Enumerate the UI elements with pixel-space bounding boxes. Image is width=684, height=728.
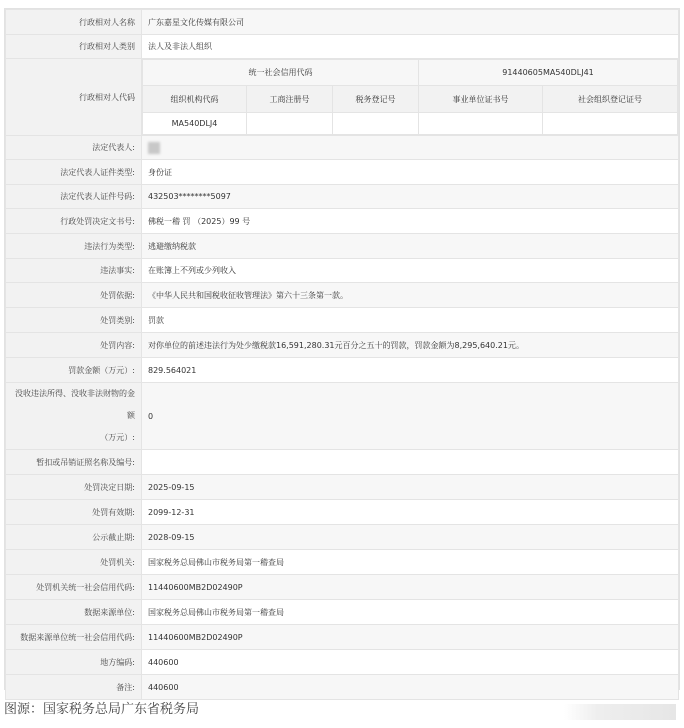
org-code-label: 组织机构代码 — [143, 86, 247, 112]
data-source-credit-code-label: 数据来源单位统一社会信用代码: — [6, 625, 142, 650]
violation-facts-value: 在账簿上不列或少列收入 — [142, 259, 679, 283]
authority-label: 处罚机关: — [6, 550, 142, 575]
suspended-license-value — [142, 450, 679, 475]
legal-rep-label: 法定代表人: — [6, 136, 142, 160]
data-source-credit-code-value: 11440600MB2D02490P — [142, 625, 679, 650]
row-valid-until — [6, 500, 679, 525]
public-unit-value — [419, 112, 543, 134]
row-violation-type — [6, 234, 679, 259]
authority-credit-code-value: 11440600MB2D02490P — [142, 575, 679, 600]
row-legal-rep-id-type — [6, 160, 679, 185]
confiscation-label-line2: （万元）: — [100, 433, 135, 442]
social-org-label: 社会组织登记证号 — [543, 86, 678, 112]
party-codes-label: 行政相对人代码 — [6, 59, 142, 136]
data-source-unit-label: 数据来源单位: — [6, 600, 142, 625]
row-publicity-deadline — [6, 525, 679, 550]
row-penalty-category — [6, 308, 679, 333]
row-authority-credit-code — [6, 575, 679, 600]
violation-facts-label: 违法事实: — [6, 259, 142, 283]
party-category-value: 法人及非法人组织 — [142, 35, 679, 59]
legal-rep-id-no-label: 法定代表人证件号码: — [6, 185, 142, 209]
business-reg-label: 工商注册号 — [247, 86, 333, 112]
row-decision-doc-no — [6, 209, 679, 234]
penalty-record-sheet — [4, 8, 680, 690]
row-suspended-license — [6, 450, 679, 475]
penalty-basis-label: 处罚依据: — [6, 283, 142, 308]
fine-amount-value: 829.564021 — [142, 358, 679, 383]
data-source-unit-value: 国家税务总局佛山市税务局第一稽查局 — [142, 600, 679, 625]
row-data-source-unit — [6, 600, 679, 625]
legal-rep-id-type-value: 身份证 — [142, 160, 679, 185]
decision-doc-no-label: 行政处罚决定文书号: — [6, 209, 142, 234]
code-headers-row — [143, 86, 678, 112]
org-code-value: MA540DLJ4 — [143, 112, 247, 134]
penalty-category-value: 罚款 — [142, 308, 679, 333]
redacted-name — [148, 142, 160, 154]
tax-reg-label: 税务登记号 — [333, 86, 419, 112]
penalty-basis-value: 《中华人民共和国税收征收管理法》第六十三条第一款。 — [142, 283, 679, 308]
tax-reg-value — [333, 112, 419, 134]
row-data-source-credit-code — [6, 625, 679, 650]
suspended-license-label: 暂扣或吊销证照名称及编号: — [6, 450, 142, 475]
confiscation-value: 0 — [142, 383, 679, 450]
image-source-caption: 图源：国家税务总局广东省税务局 — [4, 702, 200, 717]
penalty-content-value: 对你单位的前述违法行为处少缴税款16,591,280.31元百分之五十的罚款，罚款金额为8,295,640.21元。 — [142, 333, 679, 358]
code-values-row — [143, 112, 678, 134]
valid-until-value: 2099-12-31 — [142, 500, 679, 525]
decision-date-label: 处罚决定日期: — [6, 475, 142, 500]
violation-type-label: 违法行为类型: — [6, 234, 142, 259]
row-decision-date — [6, 475, 679, 500]
party-codes-subtable — [142, 59, 678, 135]
decision-date-value: 2025-09-15 — [142, 475, 679, 500]
business-reg-value — [247, 112, 333, 134]
region-code-value: 440600 — [142, 650, 679, 675]
confiscation-label-line1: 没收违法所得、没收非法财物的金额 — [15, 389, 135, 420]
public-unit-label: 事业单位证书号 — [419, 86, 543, 112]
violation-type-value: 逃避缴纳税款 — [142, 234, 679, 259]
authority-credit-code-label: 处罚机关统一社会信用代码: — [6, 575, 142, 600]
party-name-label: 行政相对人名称 — [6, 10, 142, 35]
credit-code-value: 91440605MA540DLJ41 — [419, 60, 678, 86]
penalty-record-table — [5, 9, 679, 700]
publicity-deadline-label: 公示截止期: — [6, 525, 142, 550]
social-org-value — [543, 112, 678, 134]
row-fine-amount — [6, 358, 679, 383]
row-region-code — [6, 650, 679, 675]
row-party-category — [6, 35, 679, 59]
row-party-codes — [6, 59, 679, 136]
penalty-content-label: 处罚内容: — [6, 333, 142, 358]
watermark-fade — [564, 704, 676, 720]
remarks-label: 备注: — [6, 675, 142, 700]
publicity-deadline-value: 2028-09-15 — [142, 525, 679, 550]
credit-code-row — [143, 60, 678, 86]
penalty-category-label: 处罚类别: — [6, 308, 142, 333]
row-violation-facts — [6, 259, 679, 283]
row-party-name — [6, 10, 679, 35]
row-penalty-content — [6, 333, 679, 358]
region-code-label: 地方编码: — [6, 650, 142, 675]
remarks-value: 440600 — [142, 675, 679, 700]
valid-until-label: 处罚有效期: — [6, 500, 142, 525]
row-legal-rep — [6, 136, 679, 160]
credit-code-label: 统一社会信用代码 — [143, 60, 419, 86]
decision-doc-no-value: 佛税一稽 罚 （2025）99 号 — [142, 209, 679, 234]
row-remarks — [6, 675, 679, 700]
row-penalty-basis — [6, 283, 679, 308]
row-authority — [6, 550, 679, 575]
fine-amount-label: 罚款金额（万元）: — [6, 358, 142, 383]
legal-rep-id-no-value: 432503********5097 — [142, 185, 679, 209]
party-category-label: 行政相对人类别 — [6, 35, 142, 59]
party-name-value: 广东嘉星文化传媒有限公司 — [142, 10, 679, 35]
legal-rep-id-type-label: 法定代表人证件类型: — [6, 160, 142, 185]
row-confiscation — [6, 383, 679, 450]
row-legal-rep-id-no — [6, 185, 679, 209]
authority-value: 国家税务总局佛山市税务局第一稽查局 — [142, 550, 679, 575]
